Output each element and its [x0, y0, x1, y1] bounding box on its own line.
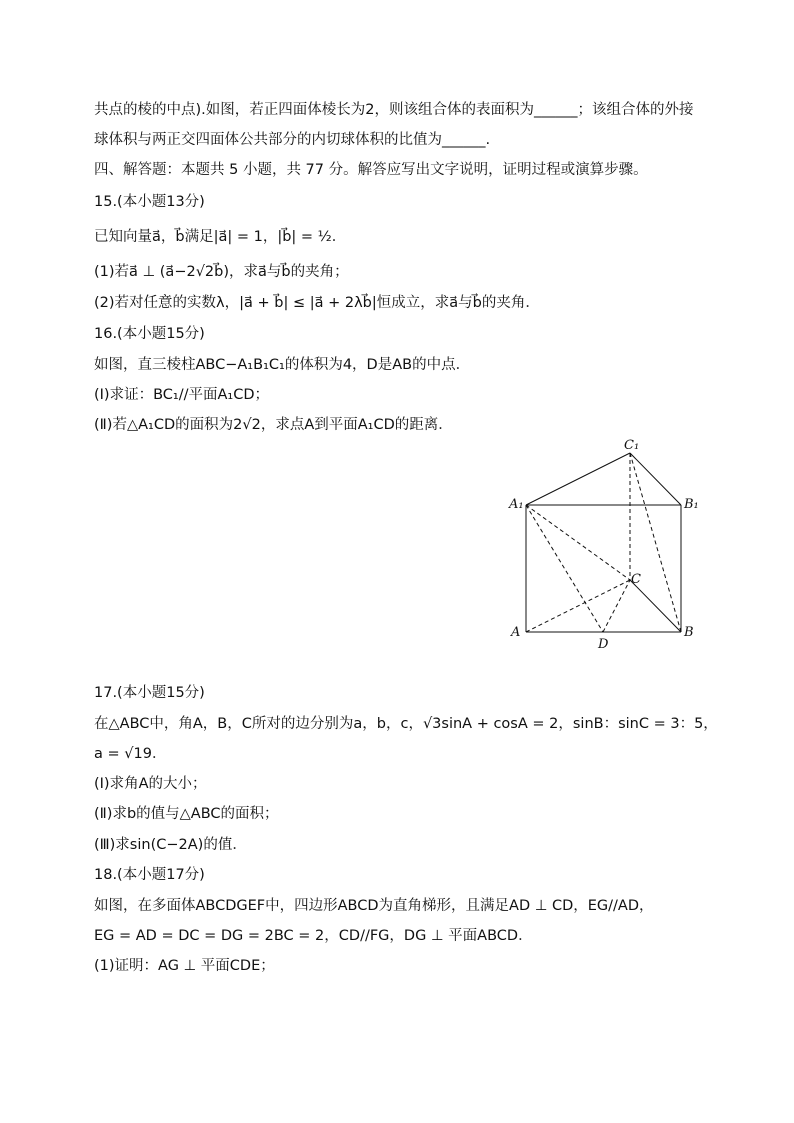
problem-15-part-1: (1)若a⃗ ⊥ (a⃗−2√2b⃗)，求a⃗与b⃗的夹角；	[94, 264, 349, 280]
problem-15-part-2: (2)若对任意的实数λ，|a⃗ + b⃗| ≤ |a⃗ + 2λb⃗|恒成立，求a⃗与b⃗的夹角．	[94, 295, 540, 311]
problem-15-statement: 已知向量a⃗，b⃗满足|a⃗| = 1，|b⃗| = ½．	[94, 229, 347, 245]
problem-17-part-1: (Ⅰ)求角A的大小；	[94, 776, 207, 792]
edge-c-b	[630, 580, 681, 632]
problem-15-header: 15.(本小题13分)	[94, 194, 205, 210]
problem-17-part-3: (Ⅲ)求sin(C−2A)的值．	[94, 837, 247, 853]
section-heading: 四、解答题：本题共 5 小题，共 77 分。解答应写出文字说明，证明过程或演算步骤。	[94, 162, 648, 178]
problem-17-statement: 在△ABC中，角A，B，C所对的边分别为a，b，c，√3sinA + cosA = 2，sinB：sinC = 3：5，	[94, 716, 718, 732]
problem-16-header: 16.(本小题15分)	[94, 326, 205, 342]
label-a: A	[511, 625, 521, 640]
problem-18-statement-cont: EG = AD = DC = DG = 2BC = 2，CD//FG，DG ⊥ 平面ABCD．	[94, 928, 533, 944]
text-line-1: 共点的棱的中点).如图，若正四面体棱长为2，则该组合体的表面积为______；该组合体的外接	[94, 102, 694, 118]
problem-18-statement: 如图，在多面体ABCDGEF中，四边形ABCD为直角梯形，且满足AD ⊥ CD，EG//AD，	[94, 898, 654, 914]
edge-d-c-hidden	[603, 580, 630, 632]
edge-a1-c-hidden	[526, 505, 630, 580]
label-b: B	[684, 625, 694, 640]
label-b1: B₁	[684, 497, 699, 512]
problem-18-part-1: (1)证明：AG ⊥ 平面CDE；	[94, 958, 275, 974]
edge-a1-c1	[526, 453, 630, 505]
label-a1: A₁	[509, 497, 524, 512]
problem-16-statement: 如图，直三棱柱ABC−A₁B₁C₁的体积为4，D是AB的中点．	[94, 357, 471, 373]
edge-c1-b1	[630, 453, 681, 505]
text-line-2: 球体积与两正交四面体公共部分的内切球体积的比值为______.	[94, 132, 491, 148]
prism-figure	[500, 432, 710, 652]
edge-a-c-hidden	[526, 580, 630, 632]
edge-c1-b-hidden	[630, 453, 681, 632]
label-c1: C₁	[624, 438, 640, 453]
problem-17-part-2: (Ⅱ)求b的值与△ABC的面积；	[94, 806, 279, 822]
problem-16-part-2: (Ⅱ)若△A₁CD的面积为2√2，求点A到平面A₁CD的距离．	[94, 417, 453, 433]
problem-17-statement-cont: a = √19．	[94, 746, 167, 762]
problem-16-part-1: (Ⅰ)求证：BC₁//平面A₁CD；	[94, 387, 270, 403]
label-c: C	[631, 572, 641, 587]
problem-17-header: 17.(本小题15分)	[94, 685, 205, 701]
label-d: D	[598, 637, 609, 652]
problem-18-header: 18.(本小题17分)	[94, 867, 205, 883]
